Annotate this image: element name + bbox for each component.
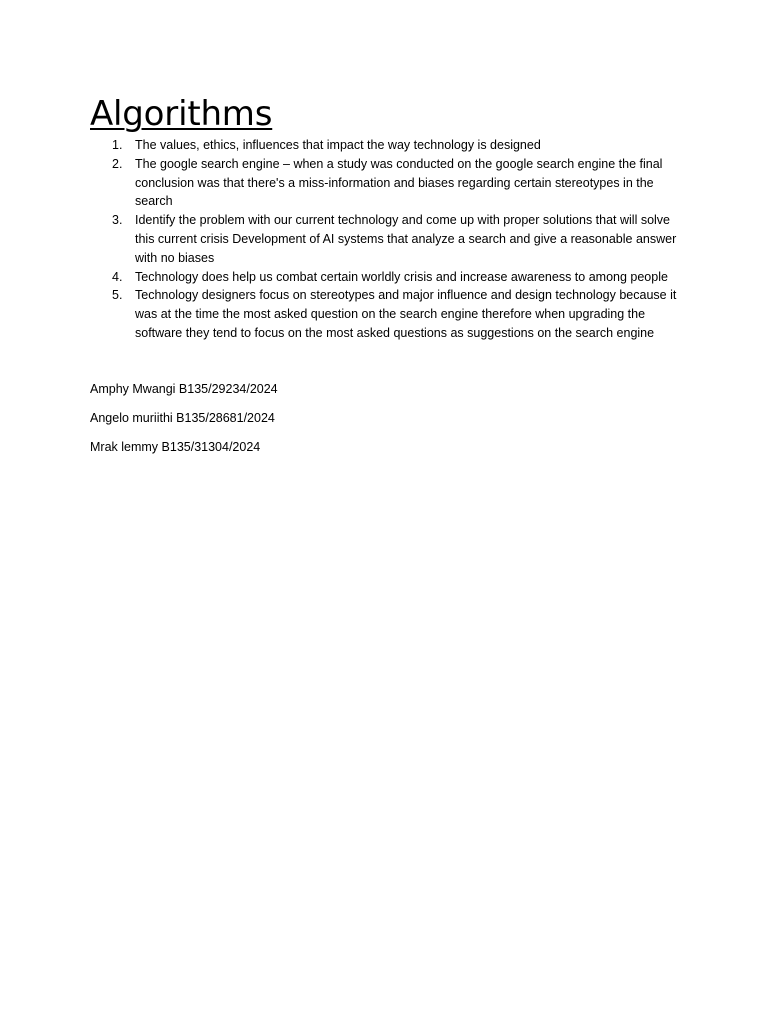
author-line: Mrak lemmy B135/31304/2024 [90,440,261,454]
list-item [90,268,690,287]
author-line: Angelo muriithi B135/28681/2024 [90,411,275,425]
list-item-text: Technology does help us combat certain worldly crisis and increase awareness to among people [135,269,668,284]
list-item [90,286,690,342]
list-item-number: 3. [112,213,123,228]
list-item [90,155,690,211]
list-item-number: 2. [112,156,123,171]
list-item [90,211,690,267]
list-item-text: The values, ethics, influences that impact the way technology is designed [135,138,541,152]
list-item-text: Technology designers focus on stereotypes and major influence and design technology because it was at the time the most asked question on the search engine therefore when upgrading the software they tend to focus on the most asked questions as suggestions on the search engine [135,288,677,340]
document-title: Algorithms [90,94,273,134]
author-line: Amphy Mwangi B135/29234/2024 [90,382,278,396]
list-item-text: The google search engine – when a study was conducted on the google search engine the final conclusion was that there's a miss-information and biases regarding certain stereotypes in the search [135,156,663,209]
list-item-number: 5. [112,288,123,303]
list-item-number: 4. [112,269,123,284]
numbered-list [90,136,690,343]
list-item-number: 1. [112,138,123,152]
list-item-text: Identify the problem with our current technology and come up with proper solutions that will solve this current crisis Development of AI systems that analyze a search and give a reasonable answer with no biases [135,213,677,265]
author-list [90,380,690,467]
list-item [90,136,690,155]
